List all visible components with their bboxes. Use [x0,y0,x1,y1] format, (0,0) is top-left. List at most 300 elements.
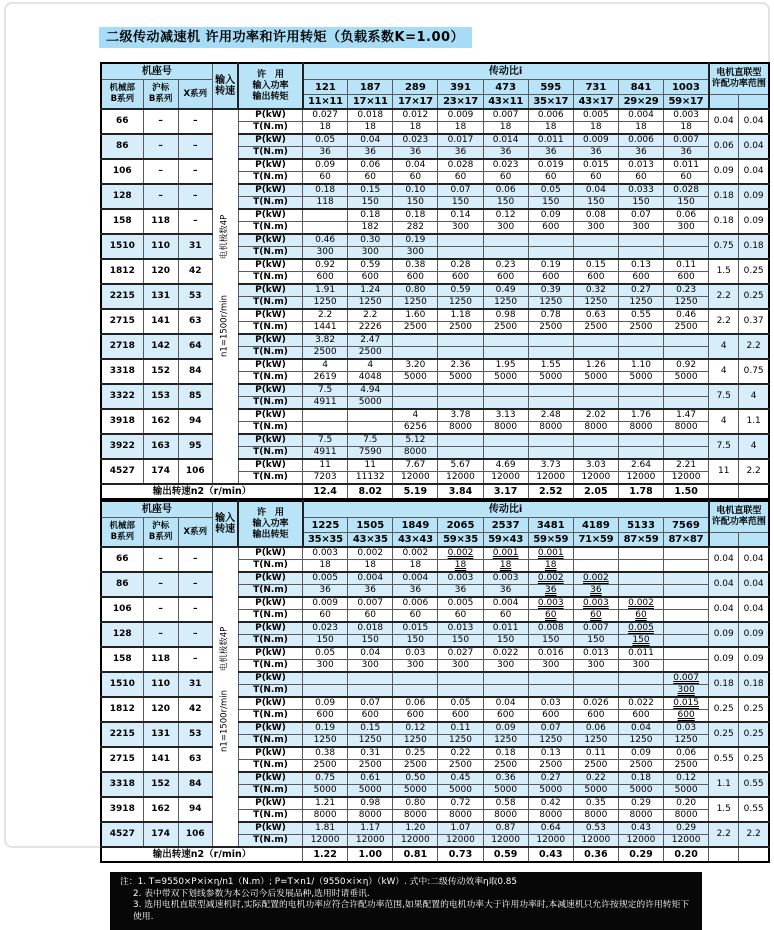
power-cell: 0.06 [664,747,709,760]
frame-number: 66 [101,109,143,134]
power-cell: 5.12 [393,434,438,447]
torque-row-label: T(N.m) [238,297,302,310]
power-cell: 0.11 [573,747,618,760]
power-cell: 0.009 [438,109,483,122]
ratio-value-header: 841 [618,80,663,95]
torque-cell: 8000 [528,422,573,435]
range-cell: 1.1 [739,409,769,434]
frame-number: 158 [101,647,143,672]
range-cell: 1.1 [709,772,739,797]
torque-row-label: T(N.m) [238,710,302,723]
torque-cell [528,347,573,360]
range-cell: 1.5 [709,259,739,284]
frame-number-x: 31 [178,234,212,259]
range-cell: 0.25 [709,722,739,747]
frame-number: 1510 [101,234,143,259]
power-cell: 0.61 [348,772,393,785]
torque-cell: 36 [528,147,573,160]
range-cell: 0.25 [739,722,769,747]
power-cell: 0.42 [528,797,573,810]
torque-cell [528,397,573,410]
frame-no-header: 机座号 [101,63,212,80]
power-cell: 0.023 [483,159,528,172]
power-cell: 0.18 [303,184,348,197]
torque-cell: 2500 [303,760,348,773]
torque-row-label: T(N.m) [238,660,302,673]
power-cell: 0.09 [483,722,528,735]
frame-number-x: – [178,134,212,159]
torque-cell: 18 [348,122,393,135]
allow-header: 许 用 输入功率 输出转矩 [238,63,302,109]
power-cell [573,547,618,560]
output-speed-value: 1.00 [348,847,393,862]
torque-cell: 150 [664,197,709,210]
power-cell: 0.006 [393,597,438,610]
power-cell: 0.18 [393,209,438,222]
speed-value-label: n1=1500r/min [219,689,230,752]
torque-cell: 12000 [348,835,393,848]
range-cell: 0.55 [709,747,739,772]
ratio-sub-header: 35×35 [303,533,348,548]
torque-cell: 600 [573,710,618,723]
torque-cell: 36 [528,585,573,598]
torque-cell: 36 [348,147,393,160]
power-cell: 0.04 [393,159,438,172]
frame-number-hu: – [143,134,178,159]
torque-cell: 150 [573,197,618,210]
notes-block [110,872,702,930]
power-cell: 0.38 [393,259,438,272]
torque-cell: 2500 [483,322,528,335]
power-cell: 11 [348,459,393,472]
allow-header: 许 用 输入功率 输出转矩 [238,501,302,547]
ratio-sub-header: 87×87 [664,533,709,548]
torque-cell: 150 [303,635,348,648]
torque-cell [303,685,348,698]
torque-cell: 1250 [303,735,348,748]
power-cell: 0.026 [573,697,618,710]
torque-cell: 12000 [393,835,438,848]
power-row-label: P(kW) [238,334,302,347]
ratio-sub-header: 59×43 [483,533,528,548]
power-row-label: P(kW) [238,622,302,635]
frame-number-hu: – [143,159,178,184]
torque-cell: 12000 [438,472,483,485]
note-line: 3. 选用电机直联型减速机时,实际配置的电机功率应符合许配功率范围,如果配置的电机功率大于许用功率时,本减速机只允许按规定的许用转矩下使用. [133,900,690,922]
torque-cell [664,660,709,673]
range-sub-header [739,533,769,548]
page-title: 二级传动减速机 许用功率和许用转矩（负载系数K=1.00） [99,27,472,48]
power-cell: 7.5 [348,434,393,447]
range-cell: 0.18 [709,184,739,209]
torque-cell [483,247,528,260]
ratio-sub-header: 59×35 [438,533,483,548]
torque-cell: 36 [438,147,483,160]
range-cell [739,484,769,499]
range-cell: 0.25 [739,259,769,284]
torque-cell: 36 [393,585,438,598]
ratio-sub-header: 11×11 [303,95,348,110]
frame-number: 4527 [101,459,143,484]
power-cell [393,672,438,685]
torque-cell: 36 [348,585,393,598]
power-row-label: P(kW) [238,772,302,785]
power-cell [664,434,709,447]
power-cell: 0.19 [528,259,573,272]
torque-cell: 5000 [664,372,709,385]
torque-cell: 36 [303,147,348,160]
output-speed-value: 3.84 [438,484,483,499]
torque-cell: 36 [303,585,348,598]
power-cell: 1.91 [303,284,348,297]
torque-cell [664,347,709,360]
ratio-value-header: 121 [303,80,348,95]
torque-cell: 18 [438,122,483,135]
power-cell: 0.12 [393,722,438,735]
torque-cell: 600 [528,710,573,723]
torque-cell: 5000 [573,785,618,798]
power-cell: 2.36 [438,359,483,372]
power-cell: 1.07 [438,822,483,835]
output-speed-value: 3.17 [483,484,528,499]
frame-number-hu: – [143,184,178,209]
ratio-value-header: 4189 [573,518,618,533]
speed-value-label: n1=1500r/min [219,295,230,358]
torque-cell: 8000 [664,422,709,435]
torque-cell: 150 [348,635,393,648]
power-cell: 0.13 [618,259,663,272]
frame-number-hu: 153 [143,384,178,409]
torque-cell [664,447,709,460]
torque-cell: 600 [528,272,573,285]
power-cell: 0.014 [483,134,528,147]
ratio-sub-header: 43×35 [348,533,393,548]
frame-number-x: 106 [178,459,212,484]
torque-cell [664,560,709,573]
power-cell: 0.003 [483,572,528,585]
frame-number: 4527 [101,822,143,847]
power-cell: 0.55 [618,309,663,322]
power-cell: 0.27 [528,772,573,785]
power-cell: 1.18 [438,309,483,322]
range-cell: 1.5 [709,797,739,822]
ratio-value-header: 473 [483,80,528,95]
power-cell: 0.18 [348,209,393,222]
power-cell: 7.67 [393,459,438,472]
ratio-sub-header: 87×59 [618,533,663,548]
power-cell: 0.003 [528,597,573,610]
torque-cell: 2500 [528,322,573,335]
power-cell: 0.005 [438,597,483,610]
torque-cell: 60 [348,172,393,185]
torque-cell: 36 [393,147,438,160]
power-cell: 0.92 [664,359,709,372]
power-cell: 0.35 [573,797,618,810]
torque-cell: 60 [664,172,709,185]
power-cell [438,384,483,397]
ratio-sub-header: 71×59 [573,533,618,548]
frame-number: 128 [101,622,143,647]
power-row-label: P(kW) [238,722,302,735]
power-cell: 0.003 [664,109,709,122]
power-cell: 0.002 [573,572,618,585]
frame-number-x: – [178,184,212,209]
power-cell [573,234,618,247]
frame-number: 86 [101,572,143,597]
power-cell: 1.24 [348,284,393,297]
frame-number-x: – [178,159,212,184]
range-cell: 7.5 [709,384,739,409]
power-cell: 4.94 [348,384,393,397]
power-cell [618,434,663,447]
ratio-value-header: 187 [348,80,393,95]
torque-cell [348,422,393,435]
power-cell: 0.03 [664,722,709,735]
torque-cell: 60 [393,610,438,623]
output-speed-value: 1.50 [664,484,709,499]
output-speed-value: 1.22 [303,847,348,862]
torque-cell: 300 [664,685,709,698]
power-cell: 0.05 [303,647,348,660]
power-cell: 0.23 [664,284,709,297]
ratio-value-header: 2065 [438,518,483,533]
power-cell: 0.007 [664,672,709,685]
range-cell: 0.04 [739,159,769,184]
power-cell: 0.004 [483,597,528,610]
power-cell: 0.14 [438,209,483,222]
power-cell: 1.81 [303,822,348,835]
power-cell: 0.009 [303,597,348,610]
torque-cell [483,447,528,460]
torque-cell: 5000 [348,397,393,410]
power-cell: 0.28 [438,259,483,272]
power-cell [664,622,709,635]
range-cell: 0.55 [739,772,769,797]
torque-cell: 182 [348,222,393,235]
ratio-sub-header: 29×29 [618,95,663,110]
torque-cell: 600 [483,272,528,285]
power-cell: 0.006 [528,109,573,122]
torque-cell: 60 [438,172,483,185]
torque-cell: 5000 [483,785,528,798]
torque-cell: 2500 [618,322,663,335]
torque-cell: 8000 [618,810,663,823]
range-cell: 0.04 [709,572,739,597]
frame-number-x: 94 [178,797,212,822]
frame-number-x: 63 [178,309,212,334]
frame-number-hu: – [143,109,178,134]
power-cell: 0.027 [303,109,348,122]
torque-cell [483,685,528,698]
torque-row-label: T(N.m) [238,472,302,485]
power-row-label: P(kW) [238,309,302,322]
range-cell: 7.5 [709,434,739,459]
spec-table-low-ratio [100,62,770,500]
torque-cell: 18 [483,560,528,573]
range-sub-header [739,95,769,110]
power-cell: 0.15 [573,259,618,272]
frame-number-hu: – [143,547,178,572]
frame-number-x: 31 [178,672,212,697]
torque-cell: 300 [483,660,528,673]
power-row-label: P(kW) [238,284,302,297]
output-speed-value: 0.73 [438,847,483,862]
note-line: 2. 表中带双下划线参数为本公司今后发展品种,选用时请垂讯. [133,888,370,899]
power-cell: 0.09 [303,159,348,172]
torque-cell: 8000 [348,810,393,823]
power-cell: 0.009 [573,134,618,147]
torque-cell: 300 [303,247,348,260]
torque-cell: 5000 [438,372,483,385]
power-cell: 0.007 [573,622,618,635]
power-cell [573,672,618,685]
torque-cell: 7203 [303,472,348,485]
torque-cell [393,347,438,360]
power-cell: 0.11 [438,722,483,735]
ratio-sub-header: 23×17 [438,95,483,110]
power-cell: 0.005 [303,572,348,585]
output-speed-value: 12.4 [303,484,348,499]
frame-number: 2715 [101,747,143,772]
torque-cell: 600 [393,272,438,285]
input-speed-header: 输入 转速 [212,63,238,109]
torque-cell [618,585,663,598]
frame-number-x: 63 [178,747,212,772]
torque-cell: 8000 [483,810,528,823]
torque-cell: 18 [618,122,663,135]
ratio-value-header: 2537 [483,518,528,533]
power-cell: 0.002 [528,572,573,585]
torque-cell: 1250 [573,297,618,310]
torque-cell: 300 [438,660,483,673]
torque-cell [618,397,663,410]
torque-cell: 2500 [303,347,348,360]
ratio-value-header: 391 [438,80,483,95]
power-cell [664,647,709,660]
range-cell: 4 [709,409,739,434]
power-cell [528,384,573,397]
torque-cell: 8000 [303,810,348,823]
power-cell: 1.26 [573,359,618,372]
torque-row-label: T(N.m) [238,585,302,598]
col-mech-header: 机械部 B系列 [101,518,143,548]
torque-cell [483,397,528,410]
range-cell: 0.18 [739,672,769,697]
torque-cell: 600 [573,272,618,285]
power-cell: 1.47 [664,409,709,422]
frame-number-hu: – [143,622,178,647]
torque-cell [393,397,438,410]
power-cell: 0.49 [483,284,528,297]
torque-cell: 8000 [573,422,618,435]
power-cell: 0.023 [303,622,348,635]
ratio-header: 传动比i [303,501,709,518]
torque-cell [528,247,573,260]
torque-cell: 600 [393,710,438,723]
power-cell: 0.38 [303,747,348,760]
power-row-label: P(kW) [238,384,302,397]
range-cell: 0.09 [739,647,769,672]
power-cell [483,234,528,247]
torque-cell: 150 [438,197,483,210]
power-cell [528,672,573,685]
frame-number: 3318 [101,772,143,797]
power-cell: 0.19 [393,234,438,247]
torque-cell [438,685,483,698]
power-cell: 0.002 [393,547,438,560]
power-cell: 0.75 [303,772,348,785]
ratio-value-header: 595 [528,80,573,95]
power-cell [573,434,618,447]
torque-cell [303,222,348,235]
torque-cell: 2500 [528,760,573,773]
torque-cell [573,347,618,360]
torque-cell [483,347,528,360]
power-cell: 0.022 [483,647,528,660]
torque-cell: 18 [393,122,438,135]
torque-cell: 150 [438,635,483,648]
torque-cell: 150 [393,197,438,210]
power-cell [438,334,483,347]
power-cell: 0.18 [483,747,528,760]
frame-number-hu: 120 [143,259,178,284]
input-speed-cell [212,547,238,847]
torque-cell [618,685,663,698]
frame-number: 1510 [101,672,143,697]
torque-cell: 12000 [618,472,663,485]
power-row-label: P(kW) [238,797,302,810]
frame-number: 106 [101,597,143,622]
power-cell [618,234,663,247]
range-cell: 0.75 [739,359,769,384]
power-cell: 0.015 [664,697,709,710]
torque-cell: 1250 [573,735,618,748]
range-cell: 0.04 [739,547,769,572]
range-cell: 2.2 [739,822,769,847]
frame-number-x: 95 [178,434,212,459]
torque-cell: 5000 [573,372,618,385]
power-cell: 0.12 [483,209,528,222]
torque-cell: 300 [618,222,663,235]
power-row-label: P(kW) [238,672,302,685]
output-speed-label: 输出转速n2（r/min） [101,484,303,499]
frame-number-hu: 152 [143,359,178,384]
power-cell: 0.32 [573,284,618,297]
torque-cell: 300 [393,660,438,673]
power-cell: 0.013 [573,647,618,660]
power-cell [303,672,348,685]
ratio-value-header: 1849 [393,518,438,533]
torque-cell: 1250 [348,735,393,748]
power-cell: 0.005 [618,622,663,635]
torque-cell: 1250 [664,735,709,748]
torque-cell: 6256 [393,422,438,435]
frame-number-hu: 141 [143,309,178,334]
range-sub-header [709,533,739,548]
torque-cell: 600 [618,710,663,723]
output-speed-value: 2.05 [573,484,618,499]
torque-row-label: T(N.m) [238,397,302,410]
torque-row-label: T(N.m) [238,222,302,235]
power-cell: 0.43 [618,822,663,835]
frame-number-hu: 131 [143,284,178,309]
torque-cell: 5000 [438,785,483,798]
torque-cell: 8000 [393,447,438,460]
power-cell: 3.13 [483,409,528,422]
torque-row-label: T(N.m) [238,785,302,798]
torque-cell: 4911 [303,447,348,460]
power-cell: 0.003 [438,572,483,585]
